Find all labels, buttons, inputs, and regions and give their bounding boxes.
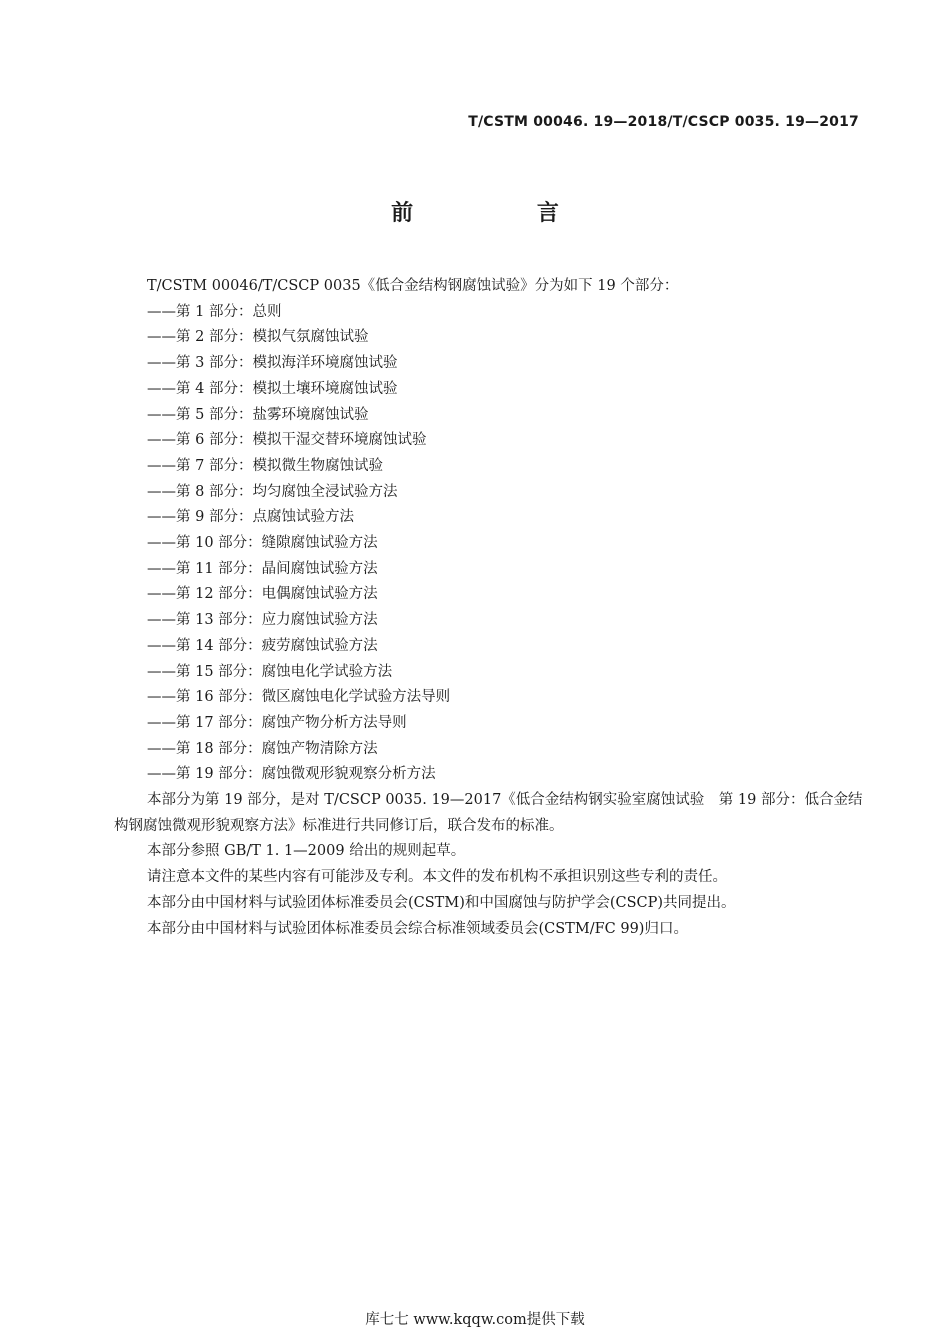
list-item: ——第 17 部分：腐蚀产物分析方法导则 (147, 714, 407, 731)
proposer-paragraph: 本部分由中国材料与试验团体标准委员会(CSTM)和中国腐蚀与防护学会(CSCP)共同提出。 (147, 894, 736, 911)
list-item: ——第 8 部分：均匀腐蚀全浸试验方法 (147, 483, 398, 500)
list-item: ——第 6 部分：模拟干湿交替环境腐蚀试验 (147, 432, 427, 449)
list-item: ——第 5 部分：盐雾环境腐蚀试验 (147, 406, 369, 423)
revision-paragraph: 本部分为第 19 部分，是对 T/CSCP 0035. 19—2017《低合金结构钢实验室腐蚀试验 第 19 部分：低合金结构钢腐蚀微观形貌观察方法》标准进行共同修订后，联合发布的标准。 (114, 792, 863, 834)
list-item: ——第 3 部分：模拟海洋环境腐蚀试验 (147, 355, 398, 372)
drafting-rules-paragraph: 本部分参照 GB/T 1. 1—2009 给出的规则起草。 (147, 843, 466, 860)
patent-notice-paragraph: 请注意本文件的某些内容有可能涉及专利。本文件的发布机构不承担识别这些专利的责任。 (147, 869, 727, 886)
list-item: ——第 12 部分：电偶腐蚀试验方法 (147, 586, 378, 603)
list-item: ——第 7 部分：模拟微生物腐蚀试验 (147, 457, 383, 474)
intro-paragraph: T/CSTM 00046/T/CSCP 0035《低合金结构钢腐蚀试验》分为如下 19 个部分： (147, 278, 679, 294)
parts-list (114, 300, 864, 788)
list-item: ——第 1 部分：总则 (147, 303, 282, 320)
list-item: ——第 13 部分：应力腐蚀试验方法 (147, 612, 378, 629)
list-item: ——第 11 部分：晶间腐蚀试验方法 (147, 560, 378, 577)
administrator-paragraph: 本部分由中国材料与试验团体标准委员会综合标准领域委员会(CSTM/FC 99)归口。 (147, 920, 688, 937)
list-item: ——第 9 部分：点腐蚀试验方法 (147, 509, 354, 526)
list-item: ——第 2 部分：模拟气氛腐蚀试验 (147, 329, 369, 346)
standard-code-header: T/CSTM 00046. 19—2018/T/CSCP 0035. 19—2017 (468, 114, 859, 130)
list-item: ——第 16 部分：微区腐蚀电化学试验方法导则 (147, 689, 451, 706)
list-item: ——第 18 部分：腐蚀产物清除方法 (147, 740, 378, 757)
page-title: 前 言 (391, 201, 617, 226)
list-item: ——第 14 部分：疲劳腐蚀试验方法 (147, 637, 378, 654)
list-item: ——第 19 部分：腐蚀微观形貌观察分析方法 (147, 766, 436, 783)
list-item: ——第 15 部分：腐蚀电化学试验方法 (147, 663, 393, 680)
document-body (114, 274, 864, 942)
list-item: ——第 4 部分：模拟土壤环境腐蚀试验 (147, 380, 398, 397)
list-item: ——第 10 部分：缝隙腐蚀试验方法 (147, 535, 378, 552)
download-watermark-footer: 库七七 www.kqqw.com提供下载 (365, 1312, 585, 1328)
